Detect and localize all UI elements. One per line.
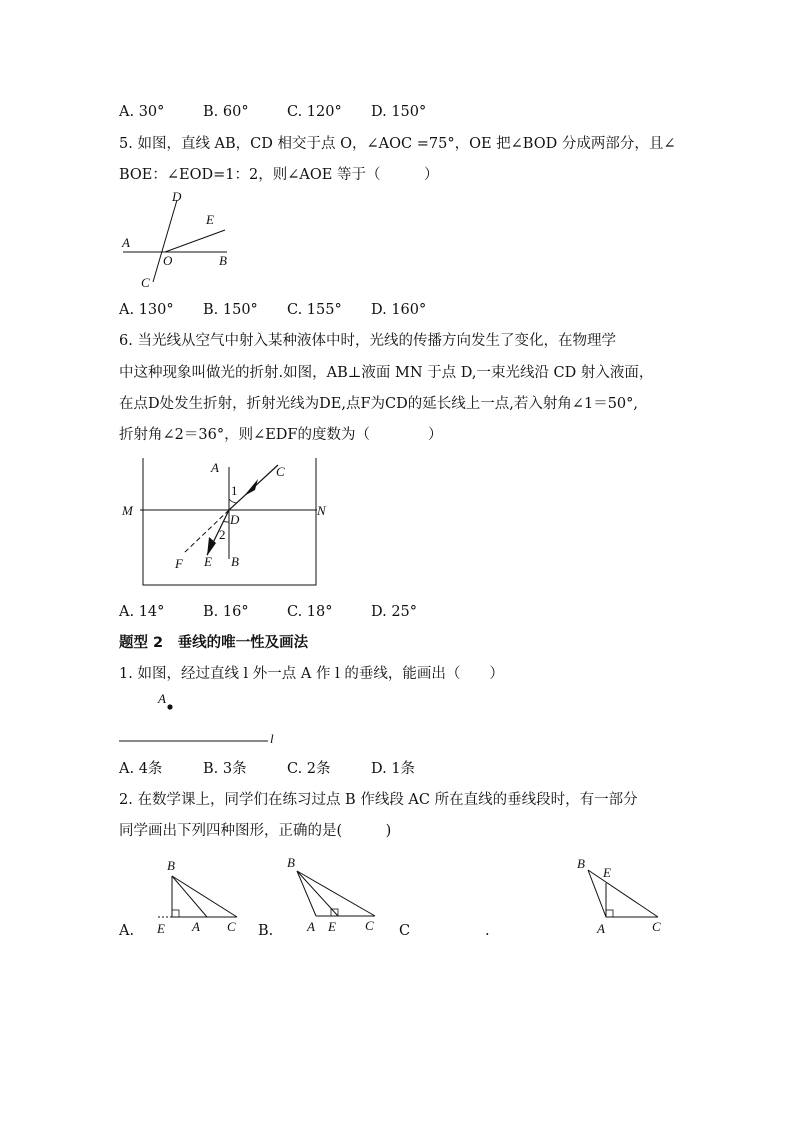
q5-option-b: B. 150° [203, 302, 258, 318]
s2q1-label-l: l [270, 731, 274, 746]
q5-label-d: D [172, 189, 182, 204]
q5-text-line2: BOE：∠EOD=1：2，则∠AOE 等于（ ） [119, 167, 439, 183]
q6-text-line4: 折射角∠2＝36°，则∠EDF的度数为（ ） [119, 427, 443, 443]
q6-label-n: N [317, 503, 326, 518]
q6-label-m: M [122, 503, 133, 518]
q6-option-c: C. 18° [287, 604, 333, 620]
s2q2-option-b-label: B. [258, 923, 274, 939]
q6-label-e: E [204, 554, 212, 569]
s2q1-option-a: A. 4条 [119, 761, 163, 777]
s2q2-a-label-a: A [192, 919, 200, 934]
q5-label-c: C [141, 275, 150, 290]
s2q2-b-label-e: E [328, 919, 336, 934]
q4-option-a: A. 30° [119, 104, 165, 120]
q6-label-1: 1 [231, 483, 238, 498]
s2q2-option-d-label: . [485, 923, 490, 939]
q5-label-o: O [163, 253, 173, 268]
q6-option-b: B. 16° [203, 604, 249, 620]
q6-label-c: C [276, 464, 285, 479]
q5-label-e: E [206, 212, 214, 227]
s2q2-a-label-c: C [227, 919, 236, 934]
s2q2-d-label-a: A [597, 921, 605, 936]
s2q1-option-c: C. 2条 [287, 761, 331, 777]
q6-text-line2: 中这种现象叫做光的折射.如图，AB⊥液面 MN 于点 D,一束光线沿 CD 射入液面， [119, 365, 654, 381]
s2q2-d-label-c: C [652, 919, 661, 934]
s2q2-b-label-a: A [307, 919, 315, 934]
s2q1-options [119, 759, 415, 779]
s2q1-option-d: D. 1条 [371, 761, 416, 777]
s2q2-a-label-b: B [167, 858, 175, 873]
s2q2-d-label-e: E [603, 865, 611, 880]
s2q2-figure-b [280, 852, 385, 936]
q6-label-2: 2 [219, 527, 226, 542]
q6-option-d: D. 25° [371, 604, 418, 620]
q4-option-b: B. 60° [203, 104, 249, 120]
s2q2-text-line1: 2. 在数学课上，同学们在练习过点 B 作线段 AC 所在直线的垂线段时，有一部分 [119, 792, 638, 808]
q4-option-c: C. 120° [287, 104, 342, 120]
q5-label-a: A [122, 235, 130, 250]
q5-figure [115, 188, 235, 292]
q4-option-d: D. 150° [371, 104, 427, 120]
s2q2-option-c-label: C [399, 923, 411, 939]
q5-option-a: A. 130° [119, 302, 174, 318]
s2q2-a-label-e: E [157, 921, 165, 936]
q6-label-f: F [175, 556, 183, 571]
s2q2-b-label-b: B [287, 855, 295, 870]
q5-option-c: C. 155° [287, 302, 342, 318]
q5-options [119, 300, 426, 320]
s2q1-option-b: B. 3条 [203, 761, 247, 777]
s2q2-option-a-label: A. [119, 923, 135, 939]
q5-option-d: D. 160° [371, 302, 427, 318]
s2q2-figure-a [150, 855, 245, 937]
s2q2-figure-d [572, 853, 672, 937]
q5-label-b: B [219, 253, 227, 268]
q5-text-line1: 5. 如图，直线 AB，CD 相交于点 O，∠AOC =75°，OE 把∠BOD 分成两部分，且∠ [119, 136, 676, 152]
q6-text-line3: 在点D处发生折射，折射光线为DE,点F为CD的延长线上一点,若入射角∠1＝50°, [119, 396, 639, 412]
q6-label-b: B [231, 554, 239, 569]
q6-options [119, 602, 417, 622]
s2q1-figure [118, 690, 288, 746]
q6-option-a: A. 14° [119, 604, 165, 620]
q6-text-line1: 6. 当光线从空气中射入某种液体中时，光线的传播方向发生了变化，在物理学 [119, 333, 616, 349]
q6-label-d: D [230, 512, 240, 527]
q6-label-a: A [211, 460, 219, 475]
q6-figure [118, 455, 338, 590]
s2q1-label-a: A [158, 691, 166, 706]
s2q2-b-label-c: C [365, 918, 374, 933]
section-title: 题型 2 垂线的唯一性及画法 [119, 635, 309, 651]
q4-options [119, 102, 426, 122]
s2q1-text: 1. 如图，经过直线 l 外一点 A 作 l 的垂线，能画出（ ） [119, 666, 504, 682]
s2q2-text-line2: 同学画出下列四种图形，正确的是( ) [119, 823, 392, 839]
s2q2-d-label-b: B [577, 856, 585, 871]
